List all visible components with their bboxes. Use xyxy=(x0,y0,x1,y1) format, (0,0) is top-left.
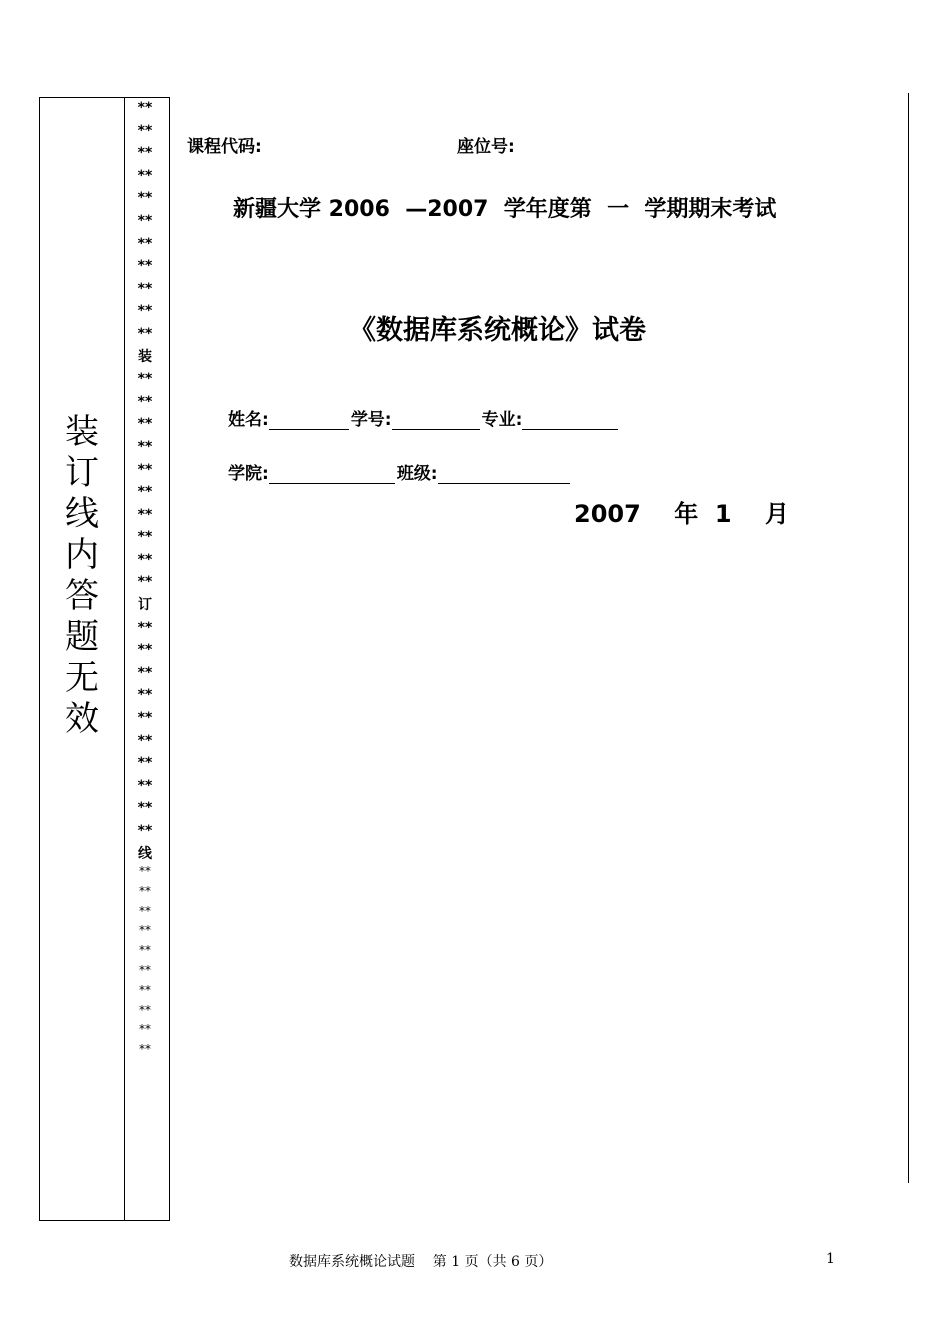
binding-star-mark: ** xyxy=(139,1022,151,1037)
binding-warning-char: 效 xyxy=(65,699,99,739)
binding-star-mark: ** xyxy=(137,732,153,749)
binding-star-mark: ** xyxy=(137,325,153,342)
binding-star-mark: ** xyxy=(137,551,153,568)
binding-star-mark: ** xyxy=(139,1002,151,1017)
binding-star-mark: ** xyxy=(137,122,153,139)
student-info-row-2 xyxy=(228,459,572,484)
binding-star-mark: ** xyxy=(137,438,153,455)
binding-star-mark: ** xyxy=(137,258,153,275)
binding-star-mark: ** xyxy=(137,484,153,501)
binding-star-mark: ** xyxy=(137,529,153,546)
exam-title: 新疆大学 2006 —2007 学年度第 一 学期期末考试 xyxy=(233,197,777,222)
name-label: 姓名: xyxy=(228,410,269,430)
class-label: 班级: xyxy=(396,464,438,484)
binding-star-mark: ** xyxy=(137,303,153,320)
exam-date: 2007 年 1 月 xyxy=(574,500,790,528)
binding-star-column xyxy=(126,97,164,865)
binding-star-mark: ** xyxy=(137,100,153,116)
binding-star-mark: ** xyxy=(137,664,153,681)
binding-column-char: 线 xyxy=(138,845,152,862)
binding-warning-char: 无 xyxy=(65,658,99,698)
course-code-label: 课程代码: xyxy=(187,137,262,157)
paper-title: 《数据库系统概论》试卷 xyxy=(349,315,646,346)
binding-star-mark: ** xyxy=(139,883,151,898)
binding-warning-char: 线 xyxy=(65,494,99,534)
binding-star-mark: ** xyxy=(139,864,151,878)
class-blank[interactable] xyxy=(438,464,570,484)
binding-star-mark: ** xyxy=(137,235,153,252)
binding-star-mark: ** xyxy=(137,167,153,184)
binding-warning-char: 装 xyxy=(65,412,99,452)
binding-column-char: 订 xyxy=(138,597,152,614)
binding-column-char: 装 xyxy=(138,348,152,365)
binding-star-mark: ** xyxy=(137,642,153,659)
major-blank[interactable] xyxy=(522,410,618,430)
major-label: 专业: xyxy=(481,410,523,430)
binding-star-column-lower xyxy=(126,862,164,1060)
binding-star-mark: ** xyxy=(137,461,153,478)
binding-star-mark: ** xyxy=(139,943,151,958)
binding-warning-char: 内 xyxy=(65,535,99,575)
name-blank[interactable] xyxy=(269,410,349,430)
binding-star-mark: ** xyxy=(137,755,153,772)
binding-star-mark: ** xyxy=(137,777,153,794)
binding-star-mark: ** xyxy=(137,710,153,727)
college-label: 学院: xyxy=(228,464,269,484)
binding-divider-line xyxy=(124,97,125,1221)
binding-star-mark: ** xyxy=(139,1042,151,1057)
binding-star-mark: ** xyxy=(137,371,153,388)
binding-star-mark: ** xyxy=(137,190,153,207)
binding-star-mark: ** xyxy=(137,280,153,297)
college-blank[interactable] xyxy=(269,464,395,484)
binding-star-mark: ** xyxy=(137,416,153,433)
binding-star-mark: ** xyxy=(137,823,153,839)
binding-star-mark: ** xyxy=(137,619,153,636)
binding-star-mark: ** xyxy=(139,962,151,977)
page-footer: 数据库系统概论试题 第 1 页（共 6 页） xyxy=(289,1254,553,1270)
binding-star-mark: ** xyxy=(137,393,153,410)
right-margin-rule xyxy=(908,93,909,1183)
binding-star-mark: ** xyxy=(139,923,151,938)
binding-star-mark: ** xyxy=(137,212,153,229)
binding-warning xyxy=(60,412,104,740)
student-id-blank[interactable] xyxy=(392,410,480,430)
binding-star-mark: ** xyxy=(139,982,151,997)
student-info-row-1 xyxy=(228,405,620,430)
seat-number-label: 座位号: xyxy=(457,137,515,157)
binding-warning-char: 题 xyxy=(65,617,99,657)
binding-star-mark: ** xyxy=(137,574,153,591)
binding-warning-char: 订 xyxy=(65,453,99,493)
page-number: 1 xyxy=(826,1251,835,1267)
binding-star-mark: ** xyxy=(137,687,153,704)
binding-star-mark: ** xyxy=(137,506,153,523)
binding-warning-char: 答 xyxy=(65,576,99,616)
student-id-label: 学号: xyxy=(350,410,392,430)
binding-star-mark: ** xyxy=(137,145,153,162)
binding-star-mark: ** xyxy=(139,903,151,918)
binding-star-mark: ** xyxy=(137,800,153,817)
